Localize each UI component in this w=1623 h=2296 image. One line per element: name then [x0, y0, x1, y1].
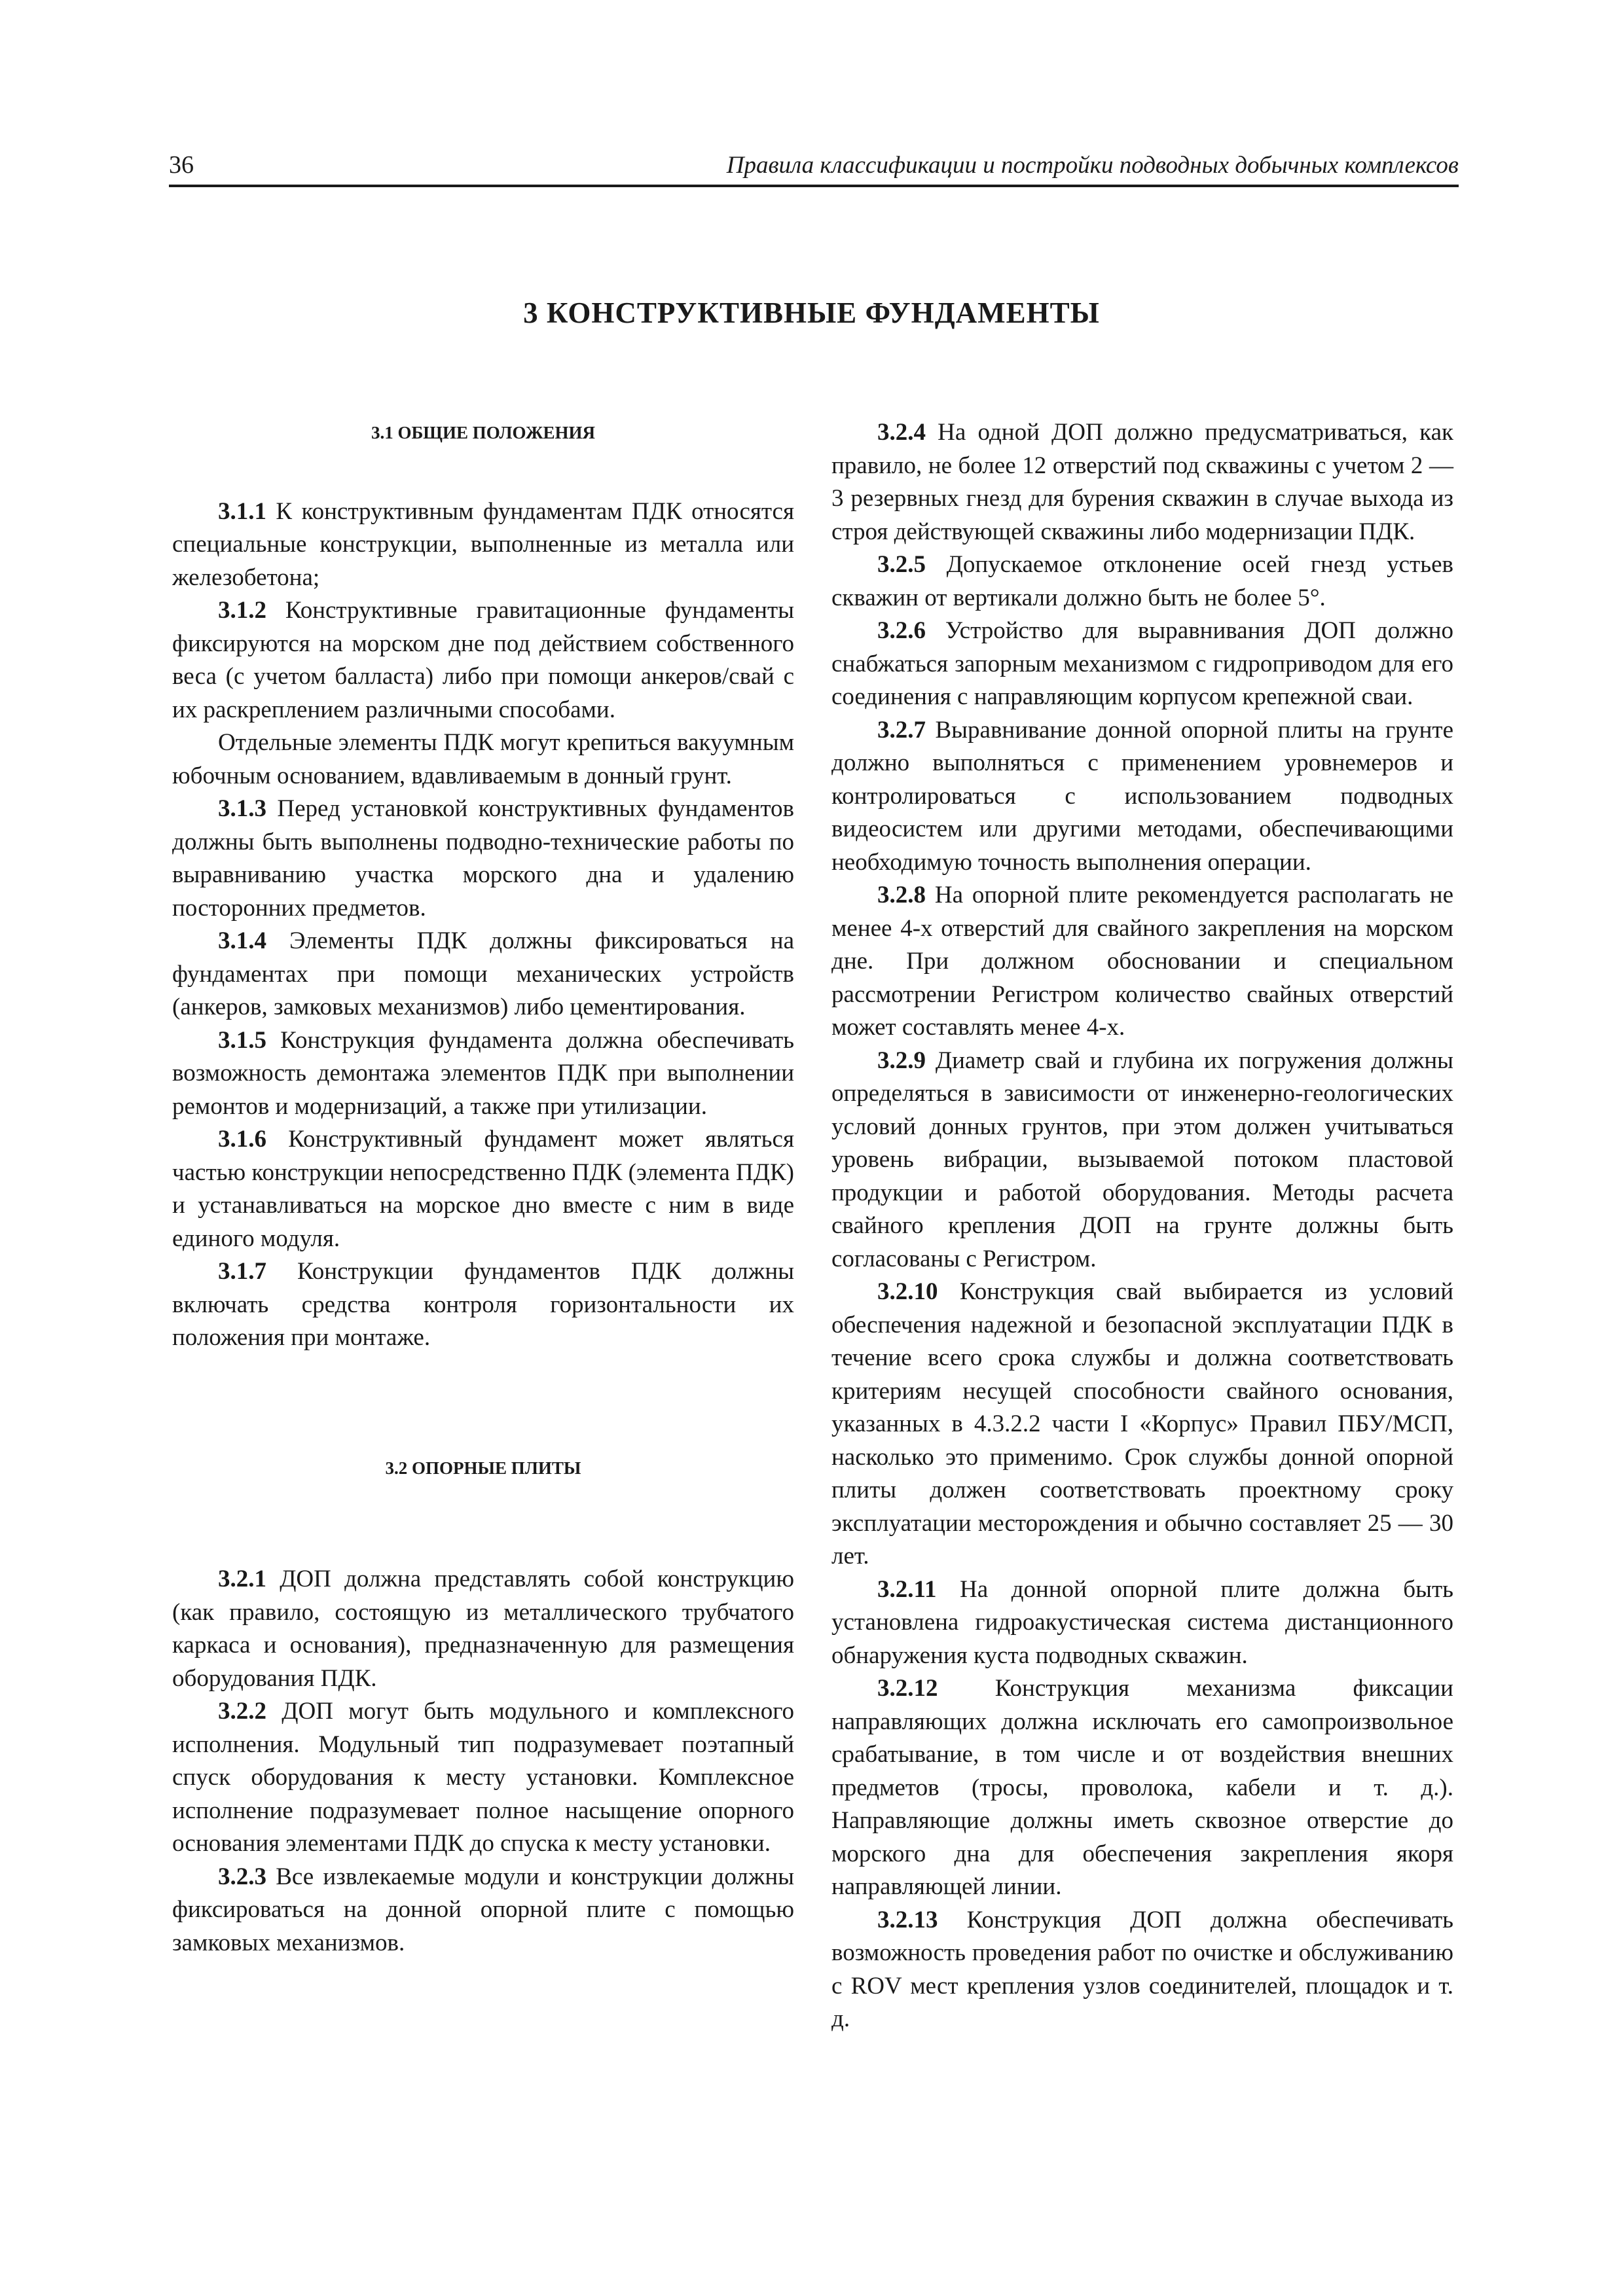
paragraph-text: Конструкция ДОП должна обеспечивать возможность проведения работ по очистке и обслуживанию с ROV мест крепления узлов соединителей, площадок и т. д.	[831, 1906, 1453, 2032]
paragraph-3-2-2	[172, 1695, 794, 1861]
paragraph-text: Выравнивание донной опорной плиты на грунте должно выполняться с применением уровнемеров и контролироваться с использованием подводных видеосистем или другими методами, обеспечивающими необходимую точность выполнения операции.	[831, 716, 1453, 876]
paragraph-text: На одной ДОП должно предусматриваться, как правило, не более 12 отверстий под скважины с учетом 2 — 3 резервных гнезд для бурения скважин в случае выхода из строя действующей скважины либо модернизации ПДК.	[831, 419, 1453, 545]
paragraph-text: Конструкция механизма фиксации направляющих должна исключать его самопроизвольное срабатывание, в том числе и от воздействия внешних предметов (тросы, проволока, кабели и т. д.). Направляющие должны иметь сквозное отверстие до морского дна для обеспечения закрепления якоря направляющей линии.	[831, 1675, 1453, 1900]
paragraph-text: ДОП могут быть модульного и комплексного исполнения. Модульный тип подразумевает поэтапный спуск оборудования к месту установки. Комплексное исполнение подразумевает полное насыщение опорного основания элементами ПДК до спуска к месту установки.	[172, 1698, 794, 1857]
paragraph-3-2-1	[172, 1563, 794, 1695]
paragraph-number: 3.2.2	[218, 1698, 266, 1725]
paragraph-3-1-2-continued: Отдельные элементы ПДК могут крепиться вакуумным юбочным основанием, вдавливаемым в донный грунт.	[172, 729, 794, 789]
paragraph-number: 3.2.7	[877, 716, 926, 744]
paragraph-text: Элементы ПДК должны фиксироваться на фундаментах при помощи механических устройств (анкеров, замковых механизмов) либо цементирования.	[172, 927, 794, 1020]
paragraph-3-1-7	[172, 1255, 794, 1355]
paragraph-text: Все извлекаемые модули и конструкции должны фиксироваться на донной опорной плите с помощью замковых механизмов.	[172, 1863, 794, 1956]
paragraph-3-2-12	[831, 1672, 1453, 1904]
paragraph-text: Конструктивный фундамент может являться частью конструкции непосредственно ПДК (элемента ПДК) и устанавливаться на морское дно вместе с ним в виде единого модуля.	[172, 1126, 794, 1252]
paragraph-3-1-5	[172, 1024, 794, 1124]
paragraph-number: 3.2.8	[877, 882, 926, 908]
paragraph-text: Диаметр свай и глубина их погружения должны определяться в зависимости от инженерно-геологических условий донных грунтов, при этом должен учитываться уровень вибрации, вызываемой потоком пластовой продукции и работой оборудования. Методы расчета свайного крепления ДОП на грунте должны быть согласованы с Регистром.	[831, 1047, 1453, 1272]
page-header	[169, 143, 1459, 187]
paragraph-text: К конструктивным фундаментам ПДК относятся специальные конструкции, выполненные из металла или железобетона;	[172, 497, 794, 591]
paragraph-3-2-11	[831, 1573, 1453, 1673]
paragraph-number: 3.2.12	[877, 1675, 938, 1702]
paragraph-3-1-4	[172, 925, 794, 1024]
paragraph-number: 3.1.2	[218, 597, 266, 624]
paragraph-number: 3.2.13	[877, 1906, 938, 1933]
paragraph-3-2-7	[831, 714, 1453, 880]
paragraph-text: Допускаемое отклонение осей гнезд устьев скважин от вертикали должно быть не более 5°.	[831, 551, 1453, 611]
paragraph-number: 3.2.6	[877, 617, 926, 644]
paragraph-number: 3.2.10	[877, 1278, 938, 1305]
paragraph-number: 3.1.4	[218, 927, 266, 954]
paragraph-text: Конструктивные гравитационные фундаменты фиксируются на морском дне под действием собственного веса (с учетом балласта) либо при помощи анкеров/свай с их раскреплением различными способами.	[172, 597, 794, 723]
paragraph-3-2-8	[831, 879, 1453, 1045]
paragraph-3-1-1	[172, 495, 794, 595]
page-number: 36	[169, 151, 194, 179]
paragraph-text: На донной опорной плите должна быть установлена гидроакустическая система дистанционного обнаружения куста подводных скважин.	[831, 1575, 1453, 1669]
paragraph-3-1-6	[172, 1123, 794, 1255]
paragraph-text: Конструкция фундамента должна обеспечивать возможность демонтажа элементов ПДК при выполнении ремонтов и модернизаций, а также при утилизации.	[172, 1026, 794, 1120]
right-column	[831, 416, 1453, 2036]
running-title: Правила классификации и постройки подводных добычных комплексов	[726, 152, 1459, 179]
paragraph-3-1-3	[172, 793, 794, 925]
left-column	[172, 416, 794, 1960]
chapter-title: 3 КОНСТРУКТИВНЫЕ ФУНДАМЕНТЫ	[523, 296, 1100, 329]
paragraph-text: ДОП должна представлять собой конструкцию (как правило, состоящую из металлического трубчатого каркаса и основания), предназначенную для размещения оборудования ПДК.	[172, 1566, 794, 1692]
paragraph-number: 3.2.4	[877, 419, 926, 446]
paragraph-number: 3.2.9	[877, 1047, 926, 1074]
paragraph-number: 3.1.7	[218, 1258, 266, 1285]
paragraph-number: 3.1.5	[218, 1026, 266, 1054]
paragraph-3-2-4	[831, 416, 1453, 548]
paragraph-text: На опорной плите рекомендуется располагать не менее 4-х отверстий для свайного закрепления на морском дне. При должном обосновании и специальном рассмотрении Регистром количество свайных отверстий может составлять менее 4-х.	[831, 882, 1453, 1041]
paragraph-3-2-6	[831, 615, 1453, 714]
section-heading-3-2: 3.2 ОПОРНЫЕ ПЛИТЫ	[385, 1458, 581, 1478]
paragraph-3-2-10	[831, 1276, 1453, 1573]
paragraph-text: Устройство для выравнивания ДОП должно снабжаться запорным механизмом с гидроприводом для его соединения с направляющим корпусом крепежной сваи.	[831, 617, 1453, 710]
paragraph-number: 3.1.3	[218, 795, 266, 822]
section-heading-3-1: 3.1 ОБЩИЕ ПОЛОЖЕНИЯ	[371, 423, 596, 442]
paragraph-number: 3.2.5	[877, 551, 926, 578]
paragraph-3-2-13	[831, 1904, 1453, 2036]
paragraph-number: 3.2.3	[218, 1863, 266, 1890]
paragraph-3-2-5	[831, 548, 1453, 615]
paragraph-text: Перед установкой конструктивных фундаментов должны быть выполнены подводно-технические работы по выравниванию участка морского дна и удалению посторонних предметов.	[172, 795, 794, 922]
paragraph-text: Конструкции фундаментов ПДК должны включать средства контроля горизонтальности их положения при монтаже.	[172, 1258, 794, 1351]
paragraph-3-2-3	[172, 1861, 794, 1960]
paragraph-number: 3.2.1	[218, 1566, 266, 1592]
paragraph-text: Конструкция свай выбирается из условий обеспечения надежной и безопасной эксплуатации ПДК в течение всего срока службы и должна соответствовать критериям несущей способности свайного основания, указанных в 4.3.2.2 части I «Корпус» Правил ПБУ/МСП, насколько это применимо. Срок службы донной опорной плиты должен соответствовать проектному сроку эксплуатации месторождения и обычно составляет 25 — 30 лет.	[831, 1278, 1453, 1570]
paragraph-number: 3.1.6	[218, 1126, 266, 1153]
paragraph-number: 3.2.11	[877, 1575, 937, 1603]
paragraph-3-1-2	[172, 594, 794, 726]
paragraph-3-2-9	[831, 1045, 1453, 1276]
paragraph-number: 3.1.1	[218, 497, 266, 525]
